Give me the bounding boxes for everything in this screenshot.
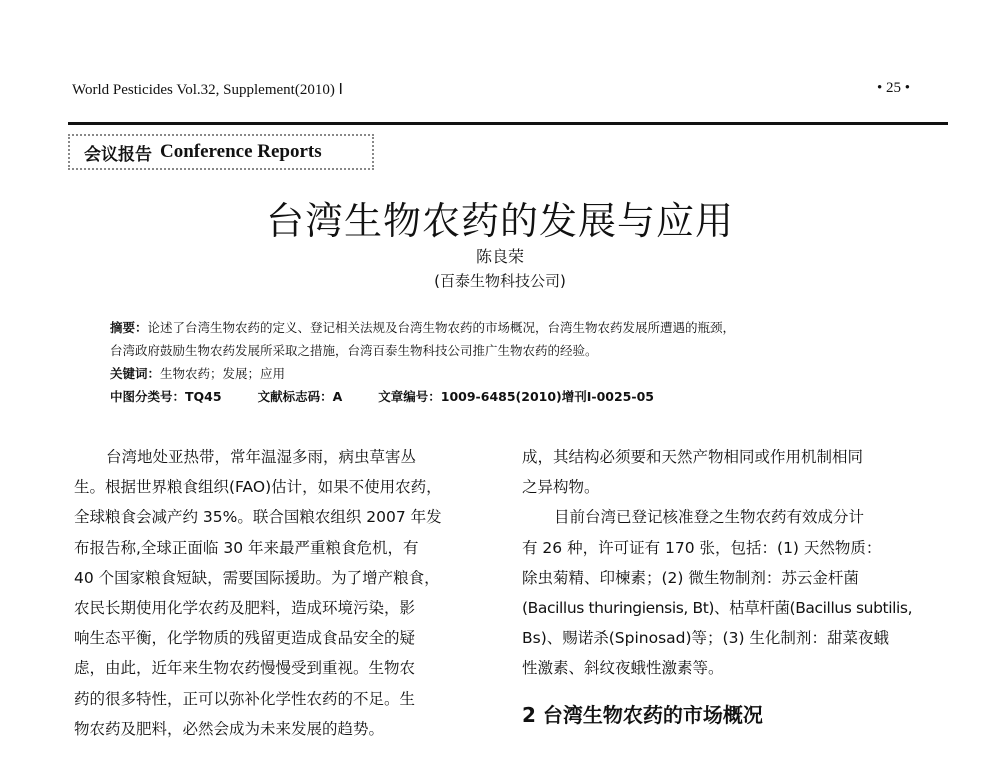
classification-line [110,385,930,408]
body-line: Bs)、赐诺杀(Spinosad)等；(3) 生化制剂：甜菜夜蛾 [522,629,889,648]
body-line: 响生态平衡，化学物质的残留更造成食品安全的疑 [74,629,416,648]
clc-label: 中图分类号： [110,389,186,404]
body-line: 台湾地处亚热带，常年温湿多雨，病虫草害丛 [106,448,417,466]
keywords-text: 生物农药；发展；应用 [160,366,286,381]
doc-code-label: 文献标志码： [257,389,333,404]
article-number-value: 1009-6485(2010)增刊Ⅰ-0025-05 [440,389,654,404]
body-line: 性激素、斜纹夜蛾性激素等。 [522,659,724,678]
body-line: 除虫菊精、印楝素；(2) 微生物制剂：苏云金杆菌 [522,568,859,587]
conference-label-en: Conference Reports [160,141,322,162]
body-column-left [74,442,494,744]
body-line: 有 26 种，许可证有 170 张，包括：(1) 天然物质： [522,538,882,557]
page-number: • 25 • [876,80,910,96]
body-line: (Bacillus thuringiensis, Bt)、枯草杆菌(Bacillus subtilis, [522,599,913,618]
conference-label-zh: 会议报告 [84,144,152,165]
author-affiliation: (百泰生物科技公司) [434,272,566,290]
journal-info: World Pesticides Vol.32, Supplement(2010) Ⅰ [72,82,343,98]
running-header [72,80,928,106]
author-name: 陈良荣 [475,247,524,266]
body-line: 之异构物。 [522,478,600,497]
body-line: 物农药及肥料，必然会成为未来发展的趋势。 [74,719,385,738]
body-line: 全球粮食会减产约 35%。联合国粮农组织 2007 年发 [74,508,442,527]
doc-code-value: A [332,389,343,404]
body-line: 生。根据世界粮食组织(FAO)估计，如果不使用农药， [74,478,442,497]
keywords-label: 关键词： [110,366,161,381]
body-line: 目前台湾已登记核准登之生物农药有效成分计 [554,508,865,527]
clc-field [110,389,222,404]
conference-reports-banner [68,134,374,170]
abstract-label: 摘要： [110,320,148,335]
article-title: 台湾生物农药的发展与应用 [265,199,734,243]
body-line: 虑，由此，近年来生物农药慢慢受到重视。生物农 [74,659,416,678]
body-line: 成，其结构必须要和天然产物相同或作用机制相同 [522,448,864,466]
keywords-line [110,362,930,385]
body-line: 40 个国家粮食短缺，需要国际援助。为了增产粮食， [74,568,440,587]
abstract-line-1 [110,316,930,339]
abstract-line-2: 台湾政府鼓励生物农药发展所采取之措施，台湾百泰生物科技公司推广生物农药的经验。 [110,343,598,358]
body-column-right [522,442,948,730]
article-number-label: 文章编号： [378,389,441,404]
clc-value: TQ45 [185,389,222,404]
body-line: 药的很多特性，正可以弥补化学性农药的不足。生 [74,689,416,708]
doc-code-field [258,389,343,404]
body-line: 布报告称,全球正面临 30 年来最严重粮食危机，有 [74,538,419,557]
header-rule [68,122,948,125]
article-number-field [378,389,654,404]
body-line: 农民长期使用化学农药及肥料，造成环境污染，影 [74,599,416,618]
abstract-text-1: 论述了台湾生物农药的定义、登记相关法规及台湾生物农药的市场概况，台湾生物农药发展所遭遇的瓶颈， [147,320,736,335]
section-heading: 2 台湾生物农药的市场概况 [522,702,763,727]
abstract-block [110,316,930,408]
